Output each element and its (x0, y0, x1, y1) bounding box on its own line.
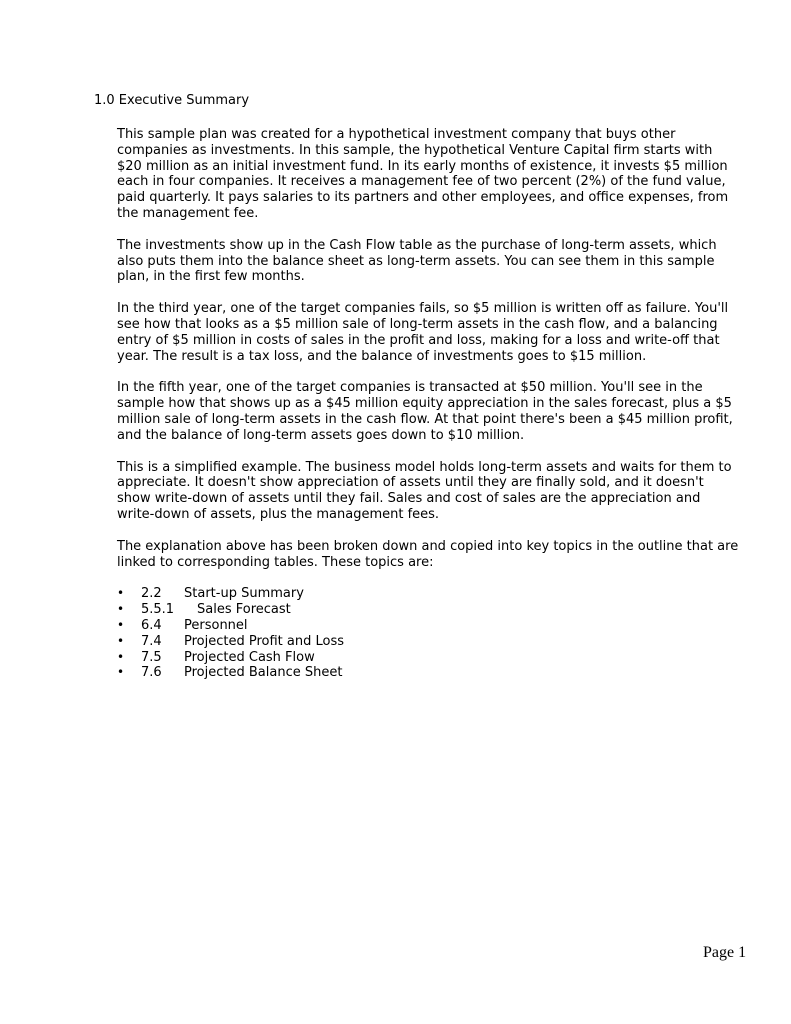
text-line: the management fee. (117, 205, 259, 221)
text-line: $20 million as an initial investment fund. In its early months of existence, it invests $5 million (117, 158, 728, 174)
topic-number: 5.5.1 (141, 602, 175, 618)
text-line: linked to corresponding tables. These topics are: (117, 554, 434, 570)
text-line: show write-down of assets until they fail. Sales and cost of sales are the appreciation and (117, 491, 701, 507)
text-line: This sample plan was created for a hypothetical investment company that buys other (117, 127, 676, 142)
paragraph-intro (117, 127, 747, 222)
topic-item (117, 634, 747, 650)
text-line: each in four companies. It receives a management fee of two percent (2%) of the fund value, (117, 174, 726, 190)
topic-number: 7.5 (141, 649, 162, 665)
text-line: year. The result is a tax loss, and the balance of investments goes to $15 million. (117, 348, 647, 364)
text-line: appreciate. It doesn't show appreciation of assets until they are finally sold, and it doesn't (117, 475, 704, 491)
section-heading: 1.0 Executive Summary (94, 93, 250, 108)
topic-label: Projected Cash Flow (184, 649, 315, 665)
topic-number: 7.6 (141, 665, 162, 681)
bullet-icon: • (117, 649, 125, 664)
bullet-icon: • (117, 617, 125, 632)
topic-label: Start-up Summary (184, 586, 304, 602)
topic-item (117, 618, 747, 634)
topic-label: Projected Profit and Loss (184, 633, 345, 649)
page-number: Page 1 (703, 944, 747, 961)
text-line: In the fifth year, one of the target companies is transacted at $50 million. You'll see in the (117, 380, 703, 396)
bullet-icon: • (117, 633, 125, 648)
text-line: write-down of assets, plus the management fees. (117, 506, 440, 522)
bullet-icon: • (117, 665, 125, 680)
paragraph-investments (117, 238, 747, 285)
paragraph-third-year (117, 301, 747, 364)
topic-item (117, 602, 747, 618)
text-line: The investments show up in the Cash Flow table as the purchase of long-term assets, which (117, 237, 717, 253)
topic-item (117, 665, 747, 681)
topic-label: Sales Forecast (197, 602, 291, 618)
text-line: The explanation above has been broken down and copied into key topics in the outline that are (117, 538, 739, 554)
text-line: see how that looks as a $5 million sale of long-term assets in the cash flow, and a balancing (117, 316, 718, 332)
topic-number: 6.4 (141, 617, 162, 633)
topic-label: Personnel (184, 617, 248, 633)
paragraph-simplified (117, 460, 747, 523)
text-line: entry of $5 million in costs of sales in the profit and loss, making for a loss and write-off that (117, 332, 720, 348)
text-line: and the balance of long-term assets goes down to $10 million. (117, 427, 525, 443)
text-line: million sale of long-term assets in the cash flow. At that point there's been a $45 million profit, (117, 411, 733, 427)
topic-label: Projected Balance Sheet (184, 665, 343, 681)
text-line: paid quarterly. It pays salaries to its partners and other employees, and office expenses, from (117, 190, 729, 206)
bullet-icon: • (117, 586, 125, 601)
text-line: companies as investments. In this sample, the hypothetical Venture Capital firm starts with (117, 142, 713, 158)
text-line: In the third year, one of the target companies fails, so $5 million is written off as failure. You'll (117, 301, 729, 317)
paragraph-outline (117, 539, 747, 571)
topic-item (117, 586, 747, 602)
topic-number: 2.2 (141, 586, 162, 602)
summary-body (117, 127, 747, 681)
text-line: plan, in the first few months. (117, 269, 305, 285)
topic-item (117, 650, 747, 666)
topic-list (117, 586, 747, 681)
text-line: sample how that shows up as a $45 million equity appreciation in the sales forecast, plus a $5 (117, 396, 732, 412)
topic-number: 7.4 (141, 633, 162, 649)
bullet-icon: • (117, 602, 125, 617)
text-line: also puts them into the balance sheet as long-term assets. You can see them in this sample (117, 253, 715, 269)
text-line: This is a simplified example. The business model holds long-term assets and waits for them to (117, 459, 732, 475)
paragraph-fifth-year (117, 380, 747, 443)
